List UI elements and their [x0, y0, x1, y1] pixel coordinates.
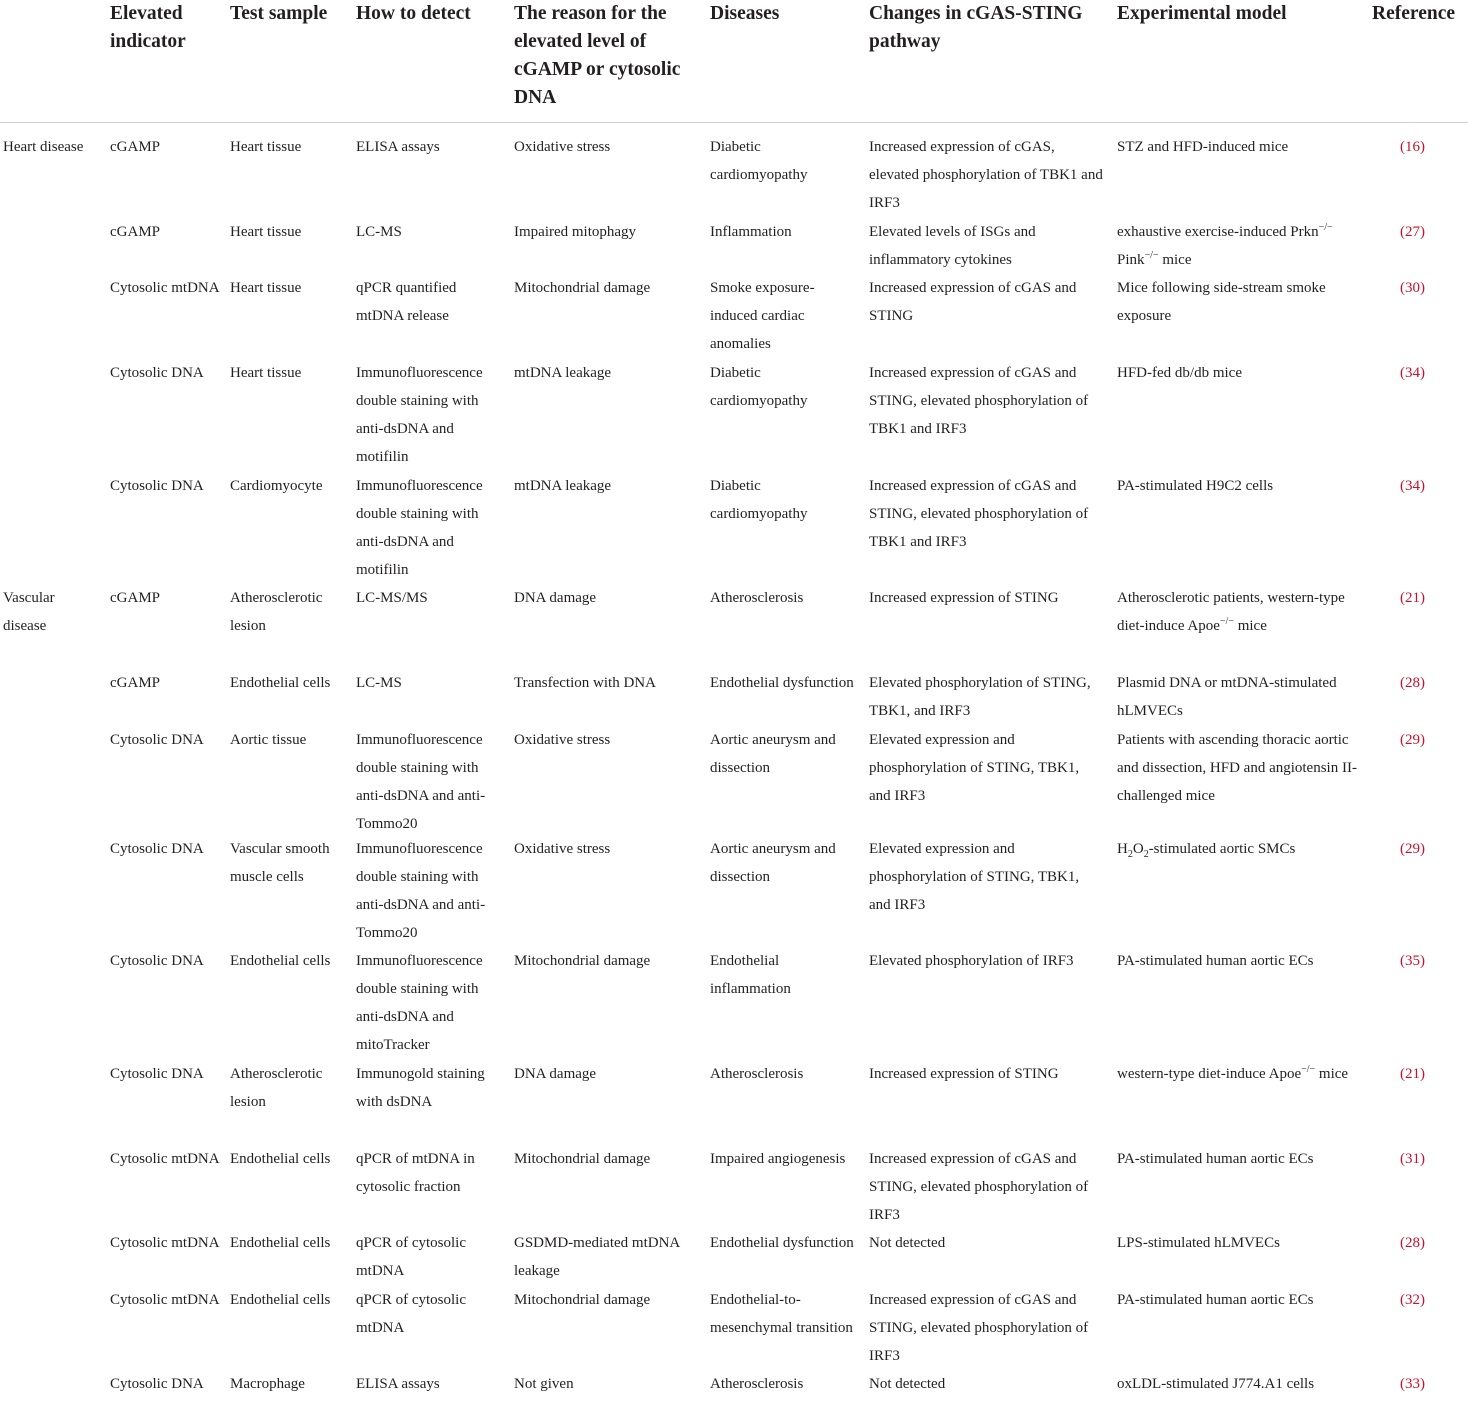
table-cell-experimental-model: PA-stimulated H9C2 cells: [1117, 478, 1274, 494]
reference-link[interactable]: (28): [1400, 1235, 1425, 1251]
table-cell-experimental-model: western-type diet-induce Apoe−/− mice: [1117, 1064, 1349, 1082]
table-cell-changes: Increased expression of cGAS and STING, elevated phosphorylation of TBK1 and IRF3: [869, 365, 1089, 437]
table-cell-test-sample: Heart tissue: [230, 365, 302, 381]
col-header-experimental-model: Experimental model: [1117, 3, 1287, 24]
table-cell-experimental-model: Atherosclerotic patients, western-type diet-induce Apoe−/− mice: [1117, 590, 1345, 634]
table-cell-elevated-indicator: cGAMP: [110, 139, 161, 155]
table-cell-elevated-indicator: Cytosolic DNA: [110, 841, 204, 857]
col-header-elevated-indicator: Elevated indicator: [110, 3, 186, 52]
table-cell-experimental-model: exhaustive exercise-induced Prkn−/− Pink−/− mice: [1117, 222, 1333, 268]
table-cell-diseases: Smoke exposure-induced cardiac anomalies: [710, 280, 815, 352]
col-header-diseases: Diseases: [710, 3, 780, 24]
table-cell-reason: Mitochondrial damage: [514, 953, 651, 969]
table-cell-diseases: Impaired angiogenesis: [710, 1151, 846, 1167]
table-cell-how-to-detect: Immunofluorescence double staining with anti-dsDNA and motifilin: [356, 365, 483, 465]
table-cell-changes: Increased expression of cGAS, elevated phosphorylation of TBK1 and IRF3: [869, 139, 1103, 211]
table-cell-test-sample: Heart tissue: [230, 224, 302, 240]
reference-link[interactable]: (33): [1400, 1376, 1425, 1392]
table-cell-test-sample: Macrophage: [230, 1376, 305, 1392]
reference-link[interactable]: (34): [1400, 478, 1425, 494]
table-cell-how-to-detect: qPCR of mtDNA in cytosolic fraction: [356, 1151, 475, 1195]
table-cell-how-to-detect: Immunofluorescence double staining with anti-dsDNA and anti-Tommo20: [356, 732, 486, 832]
table-cell-how-to-detect: LC-MS/MS: [356, 590, 428, 606]
table-cell-changes: Not detected: [869, 1376, 946, 1392]
reference-link[interactable]: (35): [1400, 953, 1425, 969]
col-header-test-sample: Test sample: [230, 3, 328, 24]
table-cell-diseases: Aortic aneurysm and dissection: [710, 732, 836, 776]
table-cell-changes: Elevated phosphorylation of IRF3: [869, 953, 1074, 969]
table-cell-experimental-model: oxLDL-stimulated J774.A1 cells: [1117, 1376, 1315, 1392]
table-cell-experimental-model: Mice following side-stream smoke exposure: [1117, 280, 1326, 324]
table-cell-elevated-indicator: Cytosolic mtDNA: [110, 1151, 220, 1167]
table-cell-test-sample: Endothelial cells: [230, 1292, 331, 1308]
table-cell-diseases: Endothelial dysfunction: [710, 1235, 854, 1251]
table-cell-elevated-indicator: Cytosolic DNA: [110, 1376, 204, 1392]
table-cell-diseases: Inflammation: [710, 224, 792, 240]
table-cell-changes: Increased expression of cGAS and STING, elevated phosphorylation of IRF3: [869, 1292, 1089, 1364]
table-cell-reason: mtDNA leakage: [514, 478, 612, 494]
table-cell-diseases: Aortic aneurysm and dissection: [710, 841, 836, 885]
table-cell-elevated-indicator: Cytosolic mtDNA: [110, 280, 220, 296]
col-header-how-to-detect: How to detect: [356, 3, 471, 24]
table-cell-test-sample: Endothelial cells: [230, 1235, 331, 1251]
table-cell-changes: Not detected: [869, 1235, 946, 1251]
table-cell-elevated-indicator: cGAMP: [110, 590, 161, 606]
header-rule: [0, 122, 1468, 123]
table-cell-elevated-indicator: Cytosolic DNA: [110, 1066, 204, 1082]
table-cell-changes: Elevated levels of ISGs and inflammatory cytokines: [869, 224, 1036, 268]
table-cell-reason: mtDNA leakage: [514, 365, 612, 381]
table-cell-elevated-indicator: Cytosolic DNA: [110, 732, 204, 748]
table-cell-test-sample: Atherosclerotic lesion: [230, 590, 323, 634]
table-cell-reason: Oxidative stress: [514, 732, 611, 748]
table-cell-reason: Transfection with DNA: [514, 675, 656, 691]
col-header-reason: The reason for the elevated level of cGAMP or cytosolic DNA: [514, 3, 681, 108]
table-cell-how-to-detect: Immunogold staining with dsDNA: [356, 1066, 485, 1110]
table-cell-reason: DNA damage: [514, 590, 597, 606]
table-cell-elevated-indicator: Cytosolic mtDNA: [110, 1235, 220, 1251]
col-header-reference: Reference: [1372, 3, 1455, 24]
table-cell-changes: Elevated phosphorylation of STING, TBK1, and IRF3: [869, 675, 1091, 719]
table-cell-elevated-indicator: cGAMP: [110, 675, 161, 691]
table-cell-how-to-detect: Immunofluorescence double staining with anti-dsDNA and motifilin: [356, 478, 483, 578]
table-cell-test-sample: Heart tissue: [230, 139, 302, 155]
table-cell-test-sample: Atherosclerotic lesion: [230, 1066, 323, 1110]
table-cell-changes: Increased expression of cGAS and STING, elevated phosphorylation of IRF3: [869, 1151, 1089, 1223]
table-cell-changes: Increased expression of cGAS and STING, elevated phosphorylation of TBK1 and IRF3: [869, 478, 1089, 550]
table-cell-how-to-detect: qPCR quantified mtDNA release: [356, 280, 457, 324]
col-header-changes: Changes in cGAS-STING pathway: [869, 3, 1083, 52]
reference-link[interactable]: (21): [1400, 1066, 1425, 1082]
table-cell-reason: Mitochondrial damage: [514, 1151, 651, 1167]
table-cell-diseases: Endothelial dysfunction: [710, 675, 854, 691]
table-cell-changes: Increased expression of STING: [869, 1066, 1059, 1082]
table-cell-reason: Impaired mitophagy: [514, 224, 637, 240]
table-cell-changes: Elevated expression and phosphorylation of STING, TBK1, and IRF3: [869, 732, 1080, 804]
table-cell-how-to-detect: qPCR of cytosolic mtDNA: [356, 1235, 467, 1279]
table-cell-reason: Not given: [514, 1376, 574, 1392]
table-cell-diseases: Atherosclerosis: [710, 1066, 804, 1082]
table-cell-changes: Elevated expression and phosphorylation of STING, TBK1, and IRF3: [869, 841, 1080, 913]
table-cell-experimental-model: $H_2O_2$-stimulated aortic SMCs: [1117, 841, 1296, 860]
table-cell-elevated-indicator: Cytosolic DNA: [110, 953, 204, 969]
table-cell-reason: Oxidative stress: [514, 841, 611, 857]
table-cell-reason: Oxidative stress: [514, 139, 611, 155]
table-cell-elevated-indicator: cGAMP: [110, 224, 161, 240]
table-cell-test-sample: Endothelial cells: [230, 1151, 331, 1167]
table-cell-how-to-detect: Immunofluorescence double staining with anti-dsDNA and anti-Tommo20: [356, 841, 486, 941]
reference-link[interactable]: (21): [1400, 590, 1425, 606]
table-cell-reason: DNA damage: [514, 1066, 597, 1082]
table-cell-experimental-model: Plasmid DNA or mtDNA-stimulated hLMVECs: [1117, 675, 1337, 719]
table-cell-diseases: Diabetic cardiomyopathy: [710, 478, 808, 522]
reference-link[interactable]: (27): [1400, 224, 1425, 240]
table-cell-diseases: Diabetic cardiomyopathy: [710, 139, 808, 183]
table-cell-test-sample: Heart tissue: [230, 280, 302, 296]
table-cell-how-to-detect: ELISA assays: [356, 139, 440, 155]
table-cell-test-sample: Aortic tissue: [230, 732, 307, 748]
reference-link[interactable]: (16): [1400, 139, 1425, 155]
table-cell-test-sample: Vascular smooth muscle cells: [230, 841, 330, 885]
reference-link[interactable]: (30): [1400, 280, 1425, 296]
table-cell-changes: Increased expression of STING: [869, 590, 1059, 606]
table-cell-experimental-model: LPS-stimulated hLMVECs: [1117, 1235, 1280, 1251]
table-cell-experimental-model: PA-stimulated human aortic ECs: [1117, 1151, 1314, 1167]
table-cell-how-to-detect: ELISA assays: [356, 1376, 440, 1392]
table-cell-diseases: Atherosclerosis: [710, 1376, 804, 1392]
table-cell-test-sample: Cardiomyocyte: [230, 478, 323, 494]
table-cell-experimental-model: Patients with ascending thoracic aortic and dissection, HFD and angiotensin II-challenged mice: [1117, 732, 1357, 804]
table-cell-experimental-model: PA-stimulated human aortic ECs: [1117, 953, 1314, 969]
table-cell-reason: Mitochondrial damage: [514, 280, 651, 296]
table-cell-changes: Increased expression of cGAS and STING: [869, 280, 1077, 324]
table-cell-how-to-detect: qPCR of cytosolic mtDNA: [356, 1292, 467, 1336]
table-cell-test-sample: Endothelial cells: [230, 953, 331, 969]
reference-link[interactable]: (29): [1400, 732, 1425, 748]
reference-link[interactable]: (29): [1400, 841, 1425, 857]
table-cell-how-to-detect: LC-MS: [356, 224, 402, 240]
group-label-vascular-disease: Vascular disease: [3, 590, 55, 634]
table-cell-elevated-indicator: Cytosolic mtDNA: [110, 1292, 220, 1308]
table-cell-elevated-indicator: Cytosolic DNA: [110, 478, 204, 494]
table-cell-experimental-model: HFD-fed db/db mice: [1117, 365, 1242, 381]
table-cell-reason: GSDMD-mediated mtDNA leakage: [514, 1235, 680, 1279]
table-cell-diseases: Endothelial-to-mesenchymal transition: [710, 1292, 853, 1336]
reference-link[interactable]: (28): [1400, 675, 1425, 691]
table-cell-elevated-indicator: Cytosolic DNA: [110, 365, 204, 381]
group-label-heart-disease: Heart disease: [3, 139, 84, 155]
table-cell-how-to-detect: LC-MS: [356, 675, 402, 691]
table-cell-reason: Mitochondrial damage: [514, 1292, 651, 1308]
table-cell-experimental-model: STZ and HFD-induced mice: [1117, 139, 1289, 155]
table-cell-diseases: Diabetic cardiomyopathy: [710, 365, 808, 409]
reference-link[interactable]: (31): [1400, 1151, 1425, 1167]
reference-link[interactable]: (34): [1400, 365, 1425, 381]
table-cell-diseases: Endothelial inflammation: [710, 953, 791, 997]
table-cell-test-sample: Endothelial cells: [230, 675, 331, 691]
table-cell-diseases: Atherosclerosis: [710, 590, 804, 606]
table-cell-experimental-model: PA-stimulated human aortic ECs: [1117, 1292, 1314, 1308]
reference-link[interactable]: (32): [1400, 1292, 1425, 1308]
table-cell-how-to-detect: Immunofluorescence double staining with anti-dsDNA and mitoTracker: [356, 953, 483, 1053]
